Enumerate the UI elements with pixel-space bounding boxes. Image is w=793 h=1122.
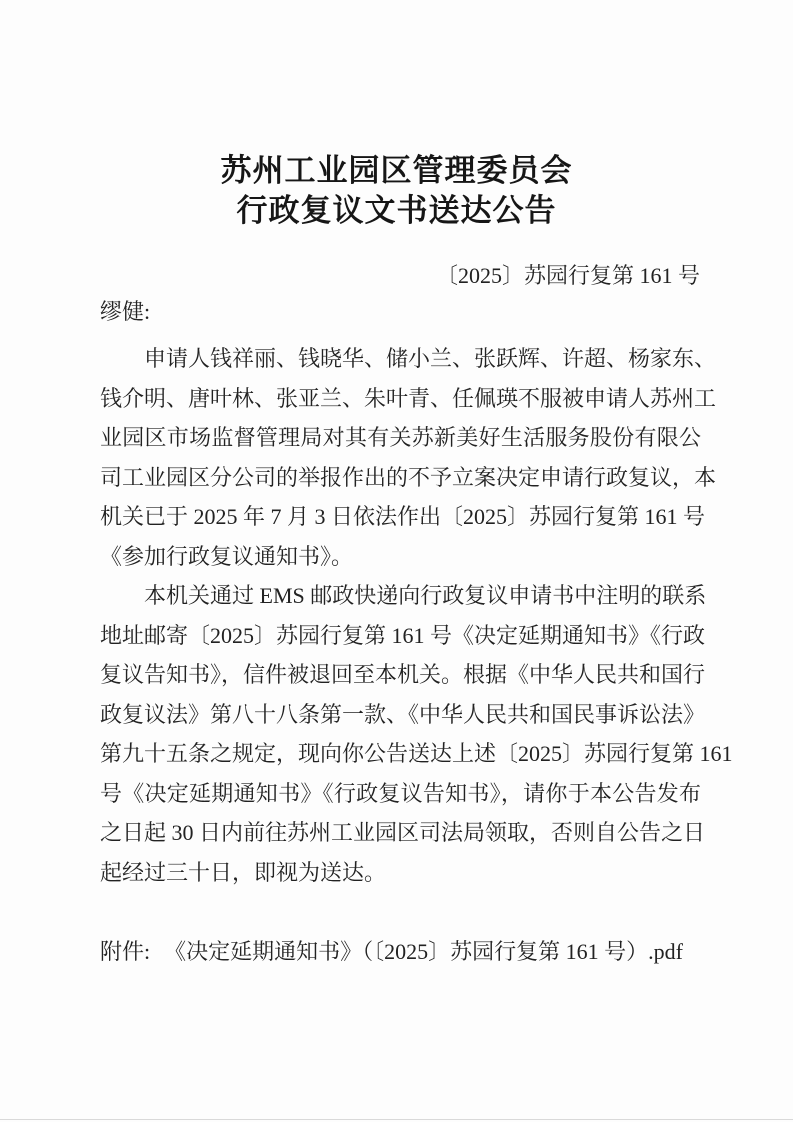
- paragraph-line: 地址邮寄〔2025〕苏园行复第 161 号《决定延期通知书》《行政: [100, 622, 706, 648]
- paragraph-line: 机关已于 2025 年 7 月 3 日依法作出〔2025〕苏园行复第 161 号: [100, 504, 706, 529]
- paragraph-line: 政复议法》第八十八条第一款、《中华人民共和国民事诉讼法》: [100, 701, 706, 727]
- attachment-label: 附件:: [100, 939, 151, 964]
- salutation: 缪健:: [100, 299, 151, 324]
- document-number: 〔2025〕苏园行复第 161 号: [435, 263, 700, 288]
- paragraph-line: 业园区市场监督管理局对其有关苏新美好生活服务股份有限公: [100, 425, 701, 450]
- paragraph-line: 第九十五条之规定，现向你公告送达上述〔2025〕苏园行复第 161: [100, 741, 733, 766]
- paragraph-line: 申请人钱祥丽、钱晓华、储小兰、张跃辉、许超、杨家东、: [144, 346, 717, 371]
- page-title: [0, 151, 793, 231]
- paragraph-2: [100, 576, 733, 892]
- paragraph-line: 之日起 30 日内前往苏州工业园区司法局领取，否则自公告之日: [100, 820, 706, 845]
- paragraph-line: 本机关通过 EMS 邮政快递向行政复议申请书中注明的联系: [144, 583, 707, 608]
- paragraph-line: 钱介明、唐叶林、张亚兰、朱叶青、任佩瑛不服被申请人苏州工: [100, 385, 717, 411]
- attachment-line: [100, 932, 701, 972]
- paragraph-line: 《参加行政复议通知书》。: [100, 543, 354, 569]
- paragraph-line: 号《决定延期通知书》《行政复议告知书》，请你于本公告发布: [100, 780, 701, 806]
- notice-body: [100, 339, 733, 972]
- title-line-1: 苏州工业园区管理委员会: [220, 153, 573, 188]
- attachment-file-name: 《决定延期通知书》（〔2025〕苏园行复第 161 号）.pdf: [164, 939, 683, 964]
- scan-bottom-edge: [0, 1119, 793, 1120]
- paragraph-1: [100, 339, 717, 576]
- paragraph-line: 起经过三十日，即视为送达。: [100, 859, 387, 885]
- paragraph-line: 复议告知书》，信件被退回至本机关。根据《中华人民共和国行: [100, 662, 706, 687]
- paragraph-line: 司工业园区分公司的举报作出的不予立案决定申请行政复议，本: [100, 464, 717, 490]
- title-line-2: 行政复议文书送达公告: [236, 193, 557, 228]
